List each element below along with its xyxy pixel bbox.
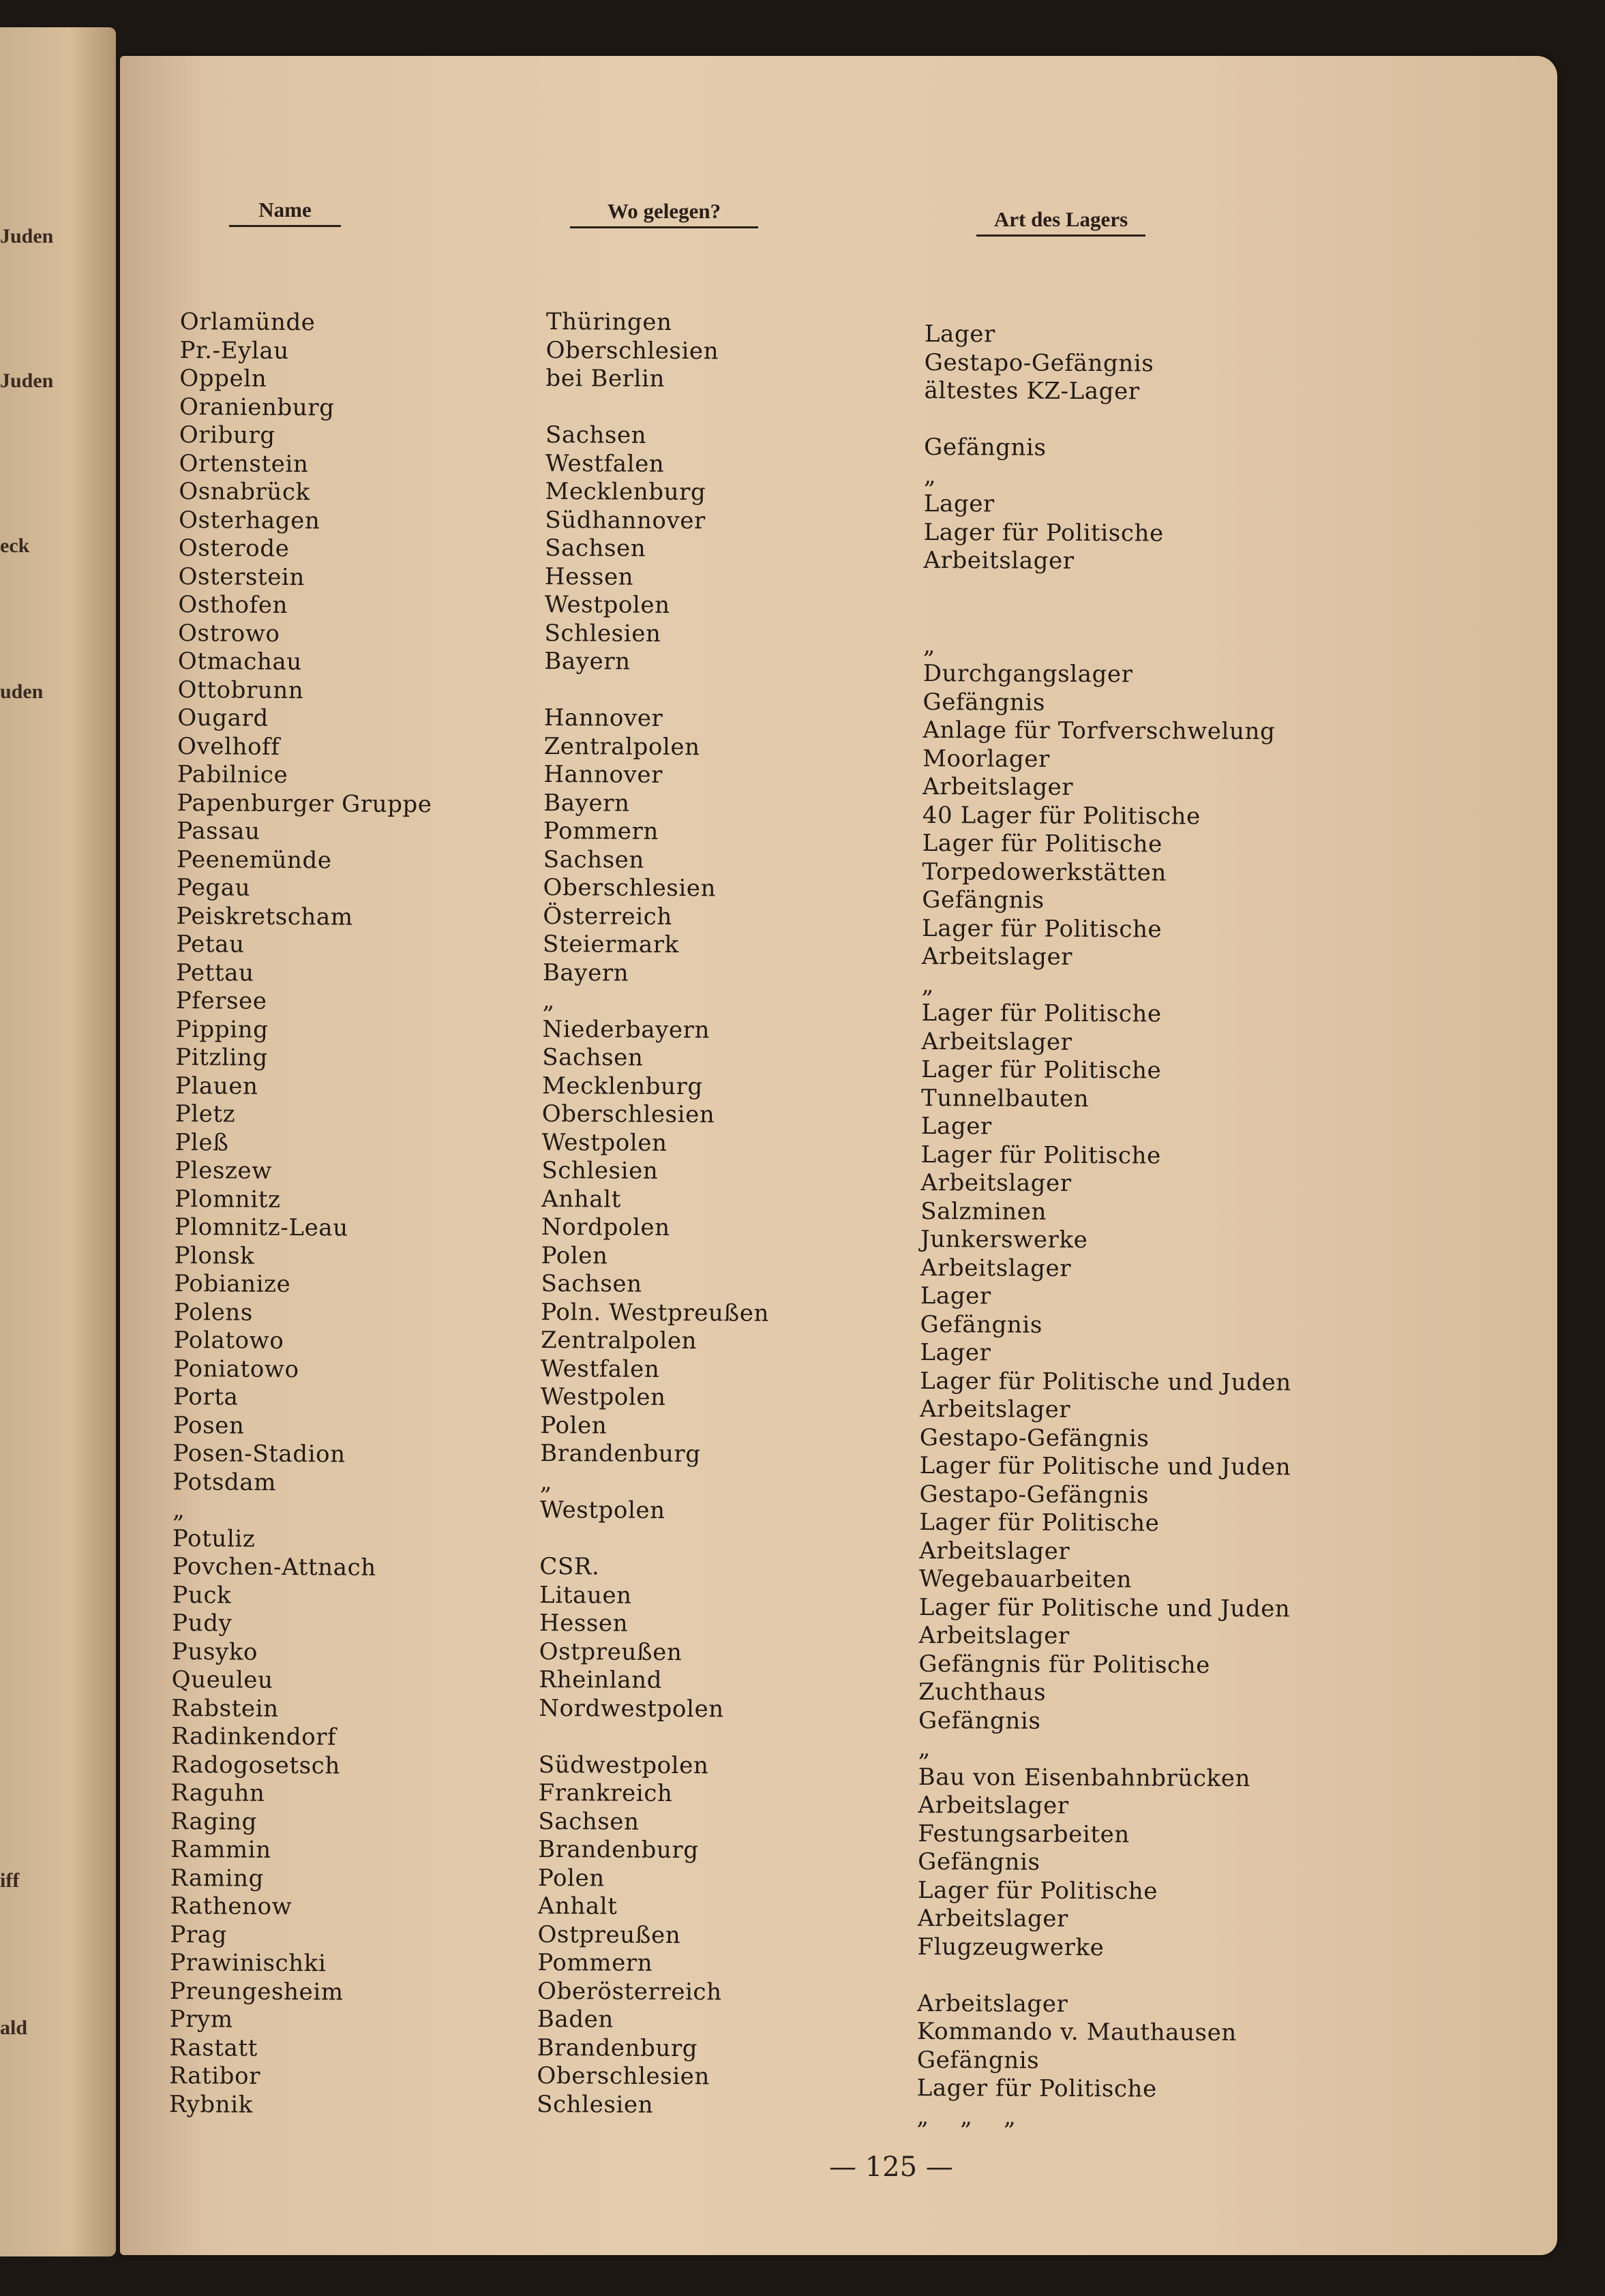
camp-type [917,1961,1289,1991]
camp-name: Queuleu [171,1665,273,1694]
camp-type-column [916,320,1295,2132]
camp-name: Rammin [170,1835,271,1864]
camp-location [544,676,772,705]
camp-name: Raming [170,1864,265,1892]
camp-name: Raguhn [170,1779,265,1807]
camp-location: Westfalen [545,449,665,478]
camp-type: Arbeitslager [921,942,1073,971]
camp-name: Pegau [176,873,251,902]
camp-name: Prag [170,1920,228,1948]
camp-name: Petau [176,930,245,958]
camp-type: Arbeitslager [919,1395,1071,1423]
camp-name: Peiskretscham [176,902,353,931]
camp-type: Gefängnis [922,886,1045,914]
camp-type: Lager [920,1338,991,1367]
facing-page-fragment: ald [0,2016,28,2039]
camp-location: „ [539,1468,553,1496]
camp-type: „ [922,631,936,659]
camp-type: Arbeitslager [918,1791,1069,1819]
camp-type: Lager [920,1112,992,1141]
camp-location: Rheinland [539,1665,663,1694]
camp-location: Südhannover [545,506,706,534]
camp-name: Pitzling [175,1043,268,1072]
camp-name: Oranienburg [179,393,335,421]
camp-location: Westpolen [541,1128,668,1157]
camp-name: Prym [169,2005,233,2034]
facing-page-fragment: uden [0,680,44,703]
camp-type: Moorlager [922,744,1050,773]
camp-name: Plonsk [174,1241,255,1270]
camp-type: Kommando v. Mauthausen [916,2017,1237,2047]
camp-name: Osterstein [178,562,305,591]
camp-location: Sachsen [543,845,645,874]
camp-name: Osthofen [178,590,288,619]
camp-type: Arbeitslager [919,1537,1070,1565]
camp-name: Raging [170,1807,258,1836]
camp-type: „ [918,1734,931,1763]
camp-name: Pettau [175,958,254,987]
camp-location: Polen [540,1411,608,1439]
camp-type: Gefängnis [918,1847,1040,1876]
camp-location: Sachsen [538,1807,640,1836]
camp-location [545,393,774,422]
camp-name: Ottobrunn [177,676,304,704]
facing-page-fragment: Juden [0,225,54,247]
camp-name: Rybnik [168,2090,253,2119]
camp-type: Gefängnis für Politische [918,1650,1211,1679]
camp-type: Salzminen [920,1197,1047,1226]
camp-type: Lager für Politische [917,1876,1158,1905]
camp-name: Potuliz [172,1524,256,1553]
camp-location: Anhalt [537,1892,618,1920]
camp-name: Pusyko [171,1637,258,1666]
camp-name: Osterode [178,534,290,562]
camp-location [539,1524,768,1554]
camp-location: Oberschlesien [543,873,717,903]
camp-location: Polen [541,1241,608,1269]
camp-type: Gestapo-Gefängnis [919,1423,1150,1452]
camp-location: Mecklenburg [545,477,706,507]
camp-name: Pfersee [175,986,267,1015]
camp-type: „ [921,971,935,999]
camp-name: Papenburger Gruppe [177,789,432,818]
camp-type [923,603,1295,633]
camp-location: Baden [537,2005,614,2034]
camp-name: Rabstein [171,1694,279,1723]
camp-location: bei Berlin [545,364,665,393]
book-page [120,56,1557,2255]
camp-type: Lager [924,320,995,348]
camp-name: Oppeln [179,364,267,393]
camp-name: Porta [173,1383,239,1411]
camp-type: Arbeitslager [920,1254,1072,1282]
camp-type: Arbeitslager [923,546,1075,575]
camp-type: Arbeitslager [922,772,1074,801]
camp-location: Sachsen [545,421,647,449]
camp-type: Junkerswerke [920,1225,1088,1254]
location-column [537,308,775,2120]
camp-location: Bayern [543,789,630,817]
camp-type: Lager für Politische [923,518,1164,547]
camp-name: Rathenow [170,1892,292,1921]
camp-type: Lager für Politische [921,1055,1162,1085]
facing-page-fragment: iff [0,1869,20,1892]
camp-type: Arbeitslager [918,1621,1070,1650]
camp-name: Ratibor [169,2061,261,2090]
camp-location: Mecklenburg [541,1072,703,1100]
camp-location: Niederbayern [542,1015,710,1044]
camp-location: Steiermark [543,930,679,959]
camp-type: ältestes KZ-Lager [924,376,1140,406]
camp-location [539,1723,767,1752]
camp-name: Polens [173,1298,254,1327]
camp-location: Hannover [543,704,663,732]
camp-location: Südwestpolen [538,1751,709,1779]
camp-name: Otmachau [177,647,302,676]
camp-type: Tunnelbauten [920,1084,1090,1113]
camp-location: Westpolen [544,590,670,619]
camp-location: Thüringen [545,308,672,336]
camp-type: Arbeitslager [920,1168,1072,1197]
camp-name: Pobianize [174,1269,291,1299]
camp-location: Schlesien [544,619,661,648]
camp-location: CSR. [539,1552,600,1581]
camp-type: Lager für Politische [922,829,1162,858]
camp-name: Pleß [175,1128,229,1156]
camp-location: Frankreich [538,1779,673,1808]
camp-type: „ „ „ [916,2102,1017,2131]
column-header-location: Wo gelegen? [570,199,758,228]
camp-name: Povchen-Attnach [172,1552,376,1582]
camp-type: Torpedowerkstätten [922,858,1167,887]
camp-type: Lager für Politische [920,1141,1161,1170]
camp-name: Plauen [175,1072,258,1100]
camp-location: Oberschlesien [541,1100,715,1129]
camp-location: Zentralpolen [543,732,700,761]
camp-type: Gefängnis [916,2046,1040,2074]
camp-type: Gestapo-Gefängnis [924,348,1154,377]
camp-type: Lager [920,1282,991,1310]
camp-name: Radogosetsch [170,1751,341,1779]
camp-location: Bayern [544,647,631,676]
camp-type: Anlage für Torfverschwelung [922,716,1276,746]
camp-location: Oberösterreich [537,1977,722,2006]
camp-name: Prawinischki [170,1948,327,1978]
facing-page-fragment: Juden [0,369,54,392]
camp-location: Brandenburg [537,2034,698,2062]
camp-name: Polatowo [173,1326,284,1355]
camp-type: Lager für Politische [922,914,1162,943]
camp-location: Ostpreußen [539,1637,682,1666]
page-number: — 125 — [829,2151,953,2183]
camp-type: Gefängnis [924,433,1047,462]
camp-location: Hessen [539,1609,629,1637]
camp-location: Westfalen [540,1355,660,1383]
camp-name: Osterhagen [178,506,320,534]
camp-location: Sachsen [541,1269,642,1298]
camp-type: Bau von Eisenbahnbrücken [918,1763,1251,1792]
camp-name: Posen-Stadion [172,1439,346,1468]
camp-name: Poniatowo [173,1355,299,1383]
camp-name: Peenemünde [176,845,332,874]
camp-name: Puck [172,1581,232,1609]
camp-location: Sachsen [542,1043,644,1072]
camp-location: Poln. Westpreußen [541,1298,770,1327]
camp-location: „ [542,986,556,1015]
camp-name: Oriburg [179,421,275,449]
camp-location: Pommern [537,1948,653,1977]
camp-location: Anhalt [541,1185,622,1213]
camp-name: Plomnitz [174,1185,281,1213]
camp-name: Potsdam [172,1468,277,1496]
camp-name: „ [172,1496,185,1524]
camp-location: Schlesien [537,2090,654,2119]
camp-type: Wegebauarbeiten [918,1565,1132,1594]
camp-location: Brandenburg [538,1835,699,1864]
camp-name: Radinkendorf [171,1722,337,1751]
camp-location: Oberschlesien [545,336,719,365]
camp-name: Pr.-Eylau [179,336,289,365]
camp-name: Ostrowo [177,619,280,648]
camp-name: Preungesheim [169,1977,344,2006]
camp-name: Pudy [172,1609,232,1637]
camp-location: Oberschlesien [537,2061,710,2091]
camp-name: Orlamünde [179,308,316,337]
camp-type: „ [923,462,937,489]
camp-type: Arbeitslager [921,1027,1072,1056]
camp-name: Osnabrück [179,477,310,507]
camp-name: Passau [177,817,260,845]
camp-name: Pabilnice [177,760,288,789]
camp-location: Schlesien [541,1156,659,1185]
camp-type: Lager [923,489,995,518]
camp-location: Hessen [544,562,634,591]
camp-location: Bayern [542,958,629,987]
camp-name: Plomnitz-Leau [174,1213,348,1242]
camp-location: Brandenburg [540,1439,701,1468]
camp-name: Ougard [177,704,269,732]
camp-type: Zuchthaus [918,1678,1047,1706]
facing-page-fragment: eck [0,534,30,557]
camp-type: Arbeitslager [917,1904,1069,1933]
camp-type: Gefängnis [920,1310,1043,1339]
name-column [169,308,435,2120]
camp-location: Hannover [543,760,663,789]
camp-type: Lager für Politische [919,1508,1160,1537]
camp-name: Ortenstein [179,449,309,478]
camp-type: Gefängnis [922,688,1046,716]
camp-name: Pletz [175,1100,236,1128]
camp-location: Pommern [543,817,659,845]
camp-type: 40 Lager für Politische [922,801,1201,830]
camp-type: Lager für Politische und Juden [918,1593,1291,1622]
camp-location: Westpolen [539,1496,665,1524]
camp-type: Lager für Politische und Juden [920,1367,1291,1396]
camp-type: Gestapo-Gefängnis [919,1480,1150,1509]
facing-page [0,27,116,2256]
camp-location: Sachsen [545,534,646,562]
camp-name: Ovelhoff [177,732,280,761]
camp-type: Durchgangslager [922,659,1133,689]
camp-location: Westpolen [540,1383,666,1411]
column-header-name: Name [229,198,341,227]
camp-type: Flugzeugwerke [917,1933,1105,1961]
camp-location: Ostpreußen [537,1920,681,1949]
camp-type: Lager für Politische [921,999,1162,1028]
camp-type: Lager für Politische [916,2074,1157,2103]
camp-type: Festungsarbeiten [918,1819,1130,1848]
camp-location: Litauen [539,1581,632,1610]
camp-name: Pipping [175,1015,269,1044]
camp-name: Posen [172,1411,245,1440]
camp-type [923,575,1295,605]
camp-type: Lager für Politische und Juden [919,1451,1291,1481]
column-header-type: Art des Lagers [976,207,1145,237]
camp-location: Nordwestpolen [539,1694,724,1723]
camp-type: Arbeitslager [917,1989,1068,2018]
camp-name: Rastatt [169,2034,258,2062]
camp-type [924,405,1295,435]
camp-location: Zentralpolen [540,1326,698,1355]
camp-location: Nordpolen [541,1213,670,1241]
camp-name: Pleszew [175,1156,273,1185]
camp-type: Gefängnis [918,1706,1041,1735]
camp-location: Polen [537,1864,605,1892]
camp-location: Österreich [543,902,672,931]
